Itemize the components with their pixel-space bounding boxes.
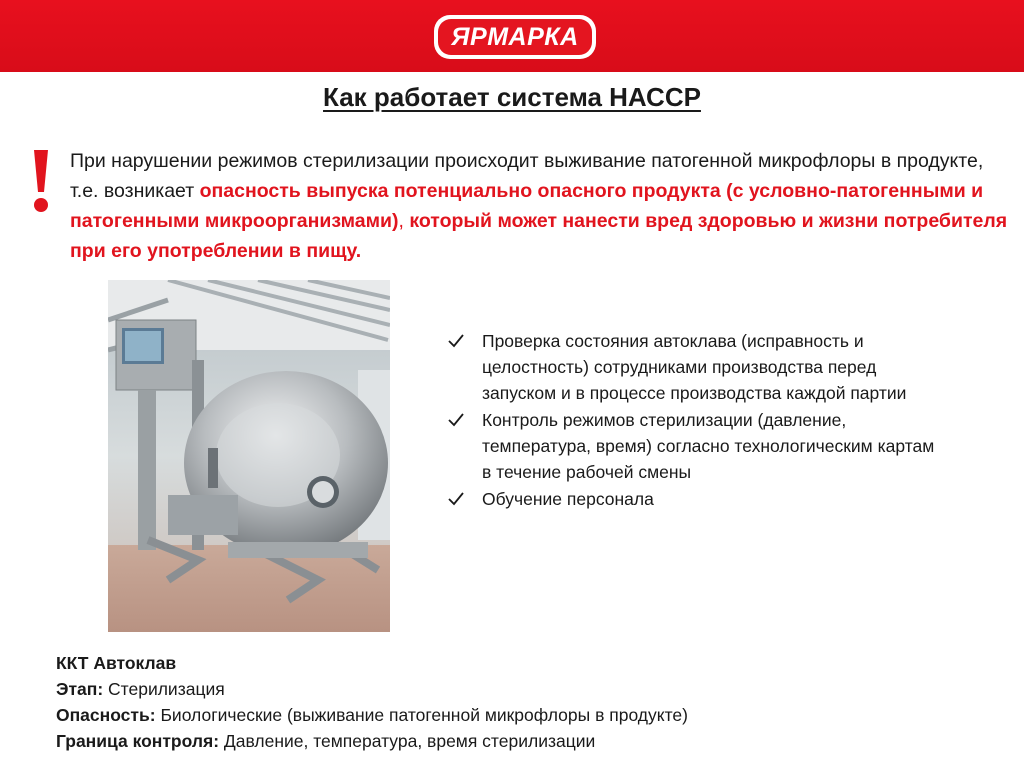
intro-comma: , <box>398 210 410 232</box>
stage-label: Этап: <box>56 679 104 699</box>
autoclave-photo <box>108 280 390 632</box>
hazard-line <box>56 702 956 728</box>
header-bar <box>0 0 1024 72</box>
intro-highlight-hazard: опасность выпуска потенциально опасного продукта (с условно-патогенными и патогенными микроорганизмами) <box>70 180 984 232</box>
control-limit-line <box>56 728 956 754</box>
intro-highlight-consequence: который может нанести вред здоровью и жизни потребителя при его употреблении в пищу. <box>70 210 1008 262</box>
brand-logo-badge <box>438 19 592 55</box>
checkmark-icon <box>448 492 464 506</box>
list-item-text: Контроль режимов стерилизации (давление, температура, время) согласно технологическим картам в течение рабочей смены <box>482 410 935 482</box>
intro-paragraph <box>70 146 1010 266</box>
hazard-value: Биологические (выживание патогенной микрофлоры в продукте) <box>155 705 688 725</box>
page-title <box>0 82 1024 113</box>
control-limit-value: Давление, температура, время стерилизации <box>219 731 596 751</box>
ccp-name: ККТ Автоклав <box>56 653 177 673</box>
ccp-name-line <box>56 650 956 676</box>
checkmark-icon <box>448 334 464 348</box>
control-measures-list <box>446 328 946 513</box>
brand-logo-text: ЯРМАРКА <box>451 22 579 51</box>
page-title-text: Как работает система НАССР <box>323 82 701 112</box>
list-item-text: Обучение персонала <box>482 489 654 509</box>
list-item <box>446 407 946 485</box>
list-item <box>446 328 946 406</box>
checkmark-icon <box>448 413 464 427</box>
stage-value: Стерилизация <box>103 679 225 699</box>
control-limit-label: Граница контроля: <box>56 731 220 751</box>
list-item <box>446 486 946 512</box>
ccp-summary <box>56 650 956 754</box>
brand-logo <box>434 15 596 59</box>
stage-line <box>56 676 956 702</box>
hazard-label: Опасность: <box>56 705 156 725</box>
exclamation-icon <box>26 146 56 216</box>
list-item-text: Проверка состояния автоклава (исправность и целостность) сотрудниками производства перед запуском и в процессе производства каждой партии <box>482 331 907 403</box>
intro-text: При нарушении режимов стерилизации происходит выживание патогенной микрофлоры в продукте, т.е. возникает <box>70 150 984 202</box>
